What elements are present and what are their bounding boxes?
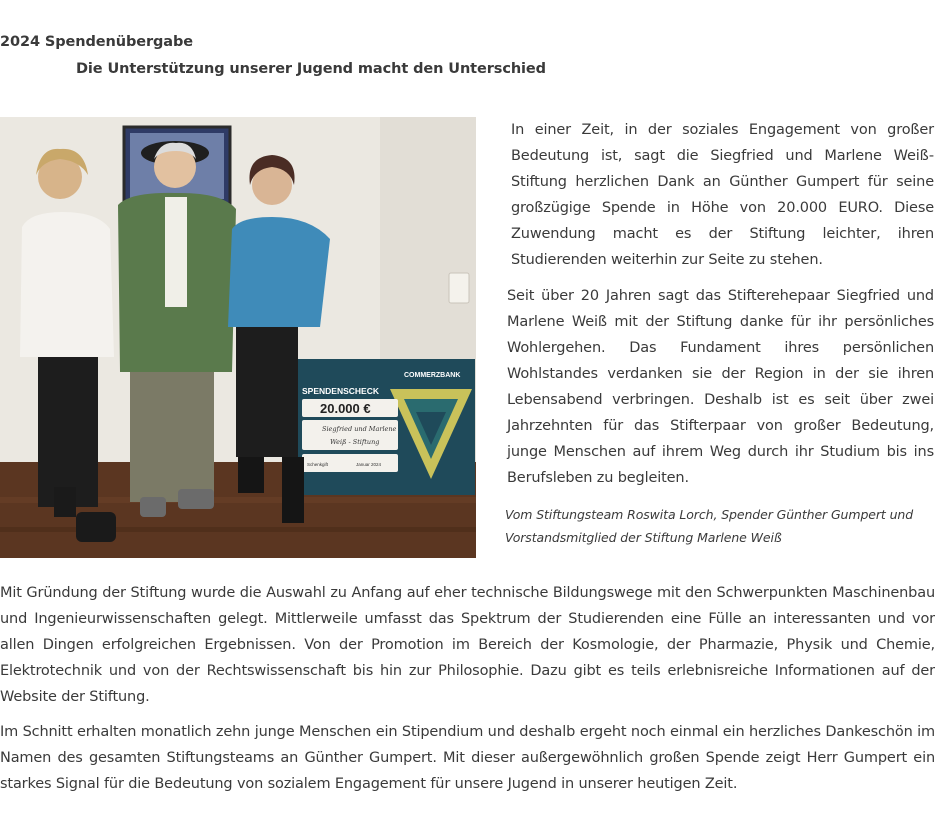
article-bottom	[0, 580, 935, 806]
check-signature-label: Schenkgift	[307, 462, 329, 467]
check-recipient-2: Weiß - Stiftung	[330, 438, 380, 446]
check-date: Januar 2024	[356, 462, 382, 467]
check-heading: SPENDENSCHECK	[302, 386, 379, 396]
photo-caption: Vom Stiftungsteam Roswita Lorch, Spender Günther Gumpert und Vorstandsmitglied der Stiftung Marlene Weiß	[505, 506, 914, 545]
check-recipient-1: Siegfried und Marlene	[322, 425, 397, 433]
page-title: 2024 Spendenübergabe	[0, 34, 193, 50]
article-right-column	[505, 117, 934, 558]
donation-photo	[0, 117, 476, 558]
donation-check	[297, 359, 475, 495]
article-paragraph-3: Mit Gründung der Stiftung wurde die Auswahl zu Anfang auf eher technische Bildungswege mit den Schwerpunkten Maschinenbau und Ingenieurwissenschaften gelegt. Mittlerweile umfasst das Spektrum der Studierenden eine Fülle an interessanten und vor allen Dingen erfolgreichen Ergebnissen. Von der Promotion im Bereich der Kosmologie, der Pharmazie, Physik und Chemie, Elektrotechnik und von der Rechtswissenschaft bis hin zur Philosophie. Dazu gibt es teils erlebnisreiche Informationen auf der Website der Stiftung.	[0, 585, 935, 705]
check-amount: 20.000 €	[320, 401, 371, 416]
article-paragraph-1: In einer Zeit, in der soziales Engagement von großer Bedeutung ist, sagt die Siegfried und Marlene Weiß-Stiftung herzlichen Dank an Günther Gumpert für seine großzügige Spende in Höhe von 20.000 EURO. Diese Zuwendung macht es der Stiftung leichter, ihren Studierenden weiterhin zur Seite zu stehen.	[511, 122, 934, 268]
page-subtitle: Die Unterstützung unserer Jugend macht den Unterschied	[76, 61, 546, 77]
photo-illustration	[0, 117, 476, 558]
check-bank-name: COMMERZBANK	[404, 372, 461, 379]
article-paragraph-2: Seit über 20 Jahren sagt das Stifterehepaar Siegfried und Marlene Weiß mit der Stiftung danke für ihr persönliches Wohlergehen. Das Fundament ihres persönlichen Wohlstandes verdanken sie der Region in der sie ihren Lebensabend verbringen. Deshalb ist es seit über zwei Jahrzehnten für das Stifterpaar von großer Bedeutung, junge Menschen auf ihrem Weg durch ihr Studium bis ins Berufsleben zu begleiten.	[507, 287, 934, 486]
article-paragraph-4: Im Schnitt erhalten monatlich zehn junge Menschen ein Stipendium und deshalb ergeht noch einmal ein herzliches Dankeschön im Namen des gesamten Stiftungsteams an Günther Gumpert. Mit dieser außergewöhnlich großen Spende zeigt Herr Gumpert ein starkes Signal für die Bedeutung von sozialem Engagement für unsere Jugend in unserer heutigen Zeit.	[0, 724, 935, 792]
